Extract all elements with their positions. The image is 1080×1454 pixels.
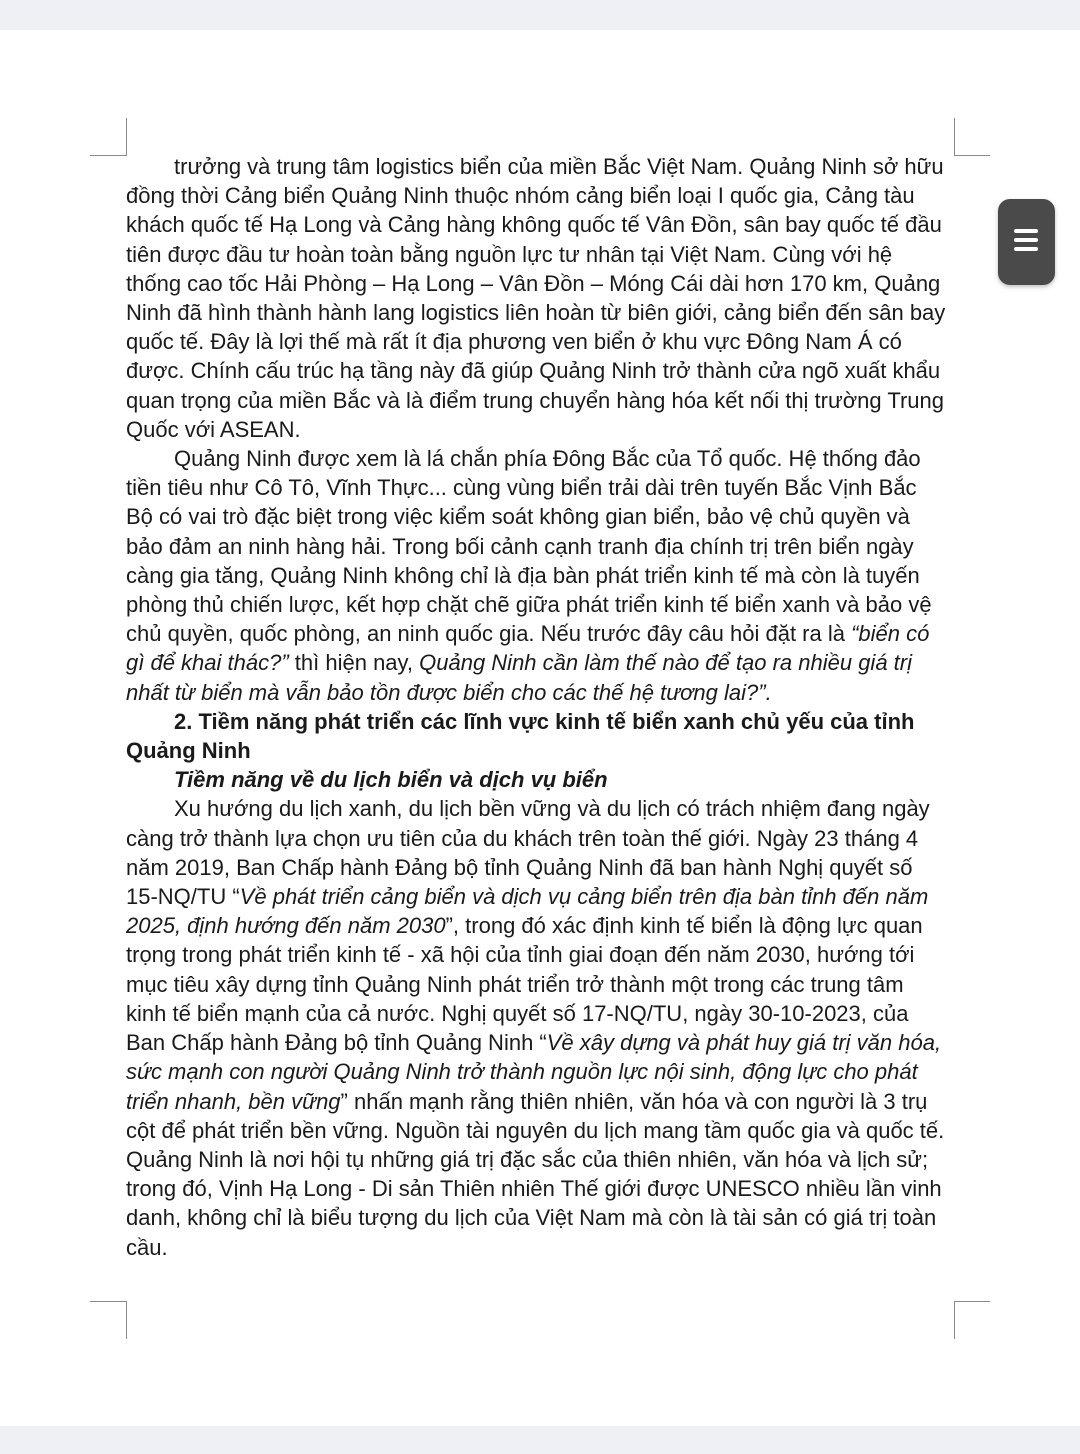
scroll-handle[interactable] <box>998 199 1055 285</box>
paragraph-logistics: trưởng và trung tâm logistics biển của miền Bắc Việt Nam. Quảng Ninh sở hữu đồng thời Cảng biển Quảng Ninh thuộc nhóm cảng biển loại I quốc gia, Cảng tàu khách quốc tế Hạ Long và Cảng hàng không quốc tế Vân Đồn, sân bay quốc tế đầu tiên được đầu tư hoàn toàn bằng nguồn lực tư nhân tại Việt Nam. Cùng với hệ thống cao tốc Hải Phòng – Hạ Long – Vân Đồn – Móng Cái dài hơn 170 km, Quảng Ninh đã hình thành hành lang logistics liên hoàn từ biên giới, cảng biển đến sân bay quốc tế. Đây là lợi thế mà rất ít địa phương ven biển ở khu vực Đông Nam Á có được. Chính cấu trúc hạ tầng này đã giúp Quảng Ninh trở thành cửa ngõ xuất khẩu quan trọng của miền Bắc và là điểm trung chuyển hàng hóa kết nối thị trường Trung Quốc với ASEAN. <box>126 154 946 442</box>
paragraph-tourism <box>126 794 948 1261</box>
tourism-text-a: Xu hướng du lịch xanh, du lịch bền vững và du lịch có trách nhiệm đang ngày càng trở thành lựa chọn ưu tiên của du khách trên toàn thế giới. Ngày 23 tháng 4 năm 2019, Ban Chấp hành Đảng bộ tỉnh Quảng Ninh đã ban hành Nghị quyết số 15-NQ/TU “ <box>126 796 930 910</box>
crop-mark-top-left <box>90 155 126 156</box>
paragraph-defense <box>126 444 948 707</box>
section-subheading: Tiềm năng về du lịch biển và dịch vụ biển <box>174 767 608 793</box>
section-heading: 2. Tiềm năng phát triển các lĩnh vực kinh tế biển xanh chủ yếu của tỉnh Quảng Ninh <box>126 708 915 764</box>
crop-mark-top-right <box>954 155 990 156</box>
crop-mark-bottom-right <box>954 1301 990 1302</box>
crop-mark-bottom-left-v <box>126 1301 127 1339</box>
crop-mark-bottom-left <box>90 1301 126 1302</box>
document-body[interactable] <box>126 152 948 1262</box>
crop-mark-top-right-v <box>954 118 955 156</box>
tourism-text-c: ”, trong đó xác định kinh tế biển là động lực quan trọng trong phát triển kinh tế - xã hội của tỉnh giai đoạn đến năm 2030, hướng tới mục tiêu xây dựng tỉnh Quảng Ninh phát triển trở thành một trong các trung tâm kinh tế biển mạnh của cả nước. Nghị quyết số 17-NQ/TU, ngày 30-10-2023, của Ban Chấp hành Đảng bộ tỉnh Quảng Ninh “ <box>126 913 923 1056</box>
paragraph-defense-mid: thì hiện nay, <box>288 650 420 676</box>
paragraph-defense-text: Quảng Ninh được xem là lá chắn phía Đông Bắc của Tổ quốc. Hệ thống đảo tiền tiêu như Cô Tô, Vĩnh Thực... cùng vùng biển trải dài trên tuyến Bắc Vịnh Bắc Bộ có vai trò đặc biệt trong việc kiểm soát không gian biển, bảo vệ chủ quyền và bảo đảm an ninh hàng hải. Trong bối cảnh cạnh tranh địa chính trị trên biển ngày càng gia tăng, Quảng Ninh không chỉ là địa bàn phát triển kinh tế mà còn là tuyến phòng thủ chiến lược, kết hợp chặt chẽ giữa phát triển kinh tế biển xanh và bảo vệ chủ quyền, quốc phòng, an ninh quốc gia. Nếu trước đây câu hỏi đặt ra là <box>126 446 932 647</box>
crop-mark-top-left-v <box>126 118 127 156</box>
quote-question: “biển có gì để khai thác?” <box>126 621 930 676</box>
tourism-text-e: ” nhấn mạnh rằng thiên nhiên, văn hóa và con người là 3 trụ cột để phát triển bền vững. Nguồn tài nguyên du lịch mang tầm quốc gia và quốc tế. Quảng Ninh là nơi hội tụ những giá trị đặc sắc của thiên nhiên, văn hóa và lịch sử; trong đó, Vịnh Hạ Long - Di sản Thiên nhiên Thế giới được UNESCO nhiều lần vinh danh, không chỉ là biểu tượng du lịch của Việt Nam mà còn là tài sản có giá trị toàn cầu. <box>126 1088 945 1260</box>
resolution-15-title: Về phát triển cảng biển và dịch vụ cảng biển trên địa bàn tỉnh đến năm 2025, định hướng đến năm 2030 <box>126 884 929 939</box>
quote-future: Quảng Ninh cần làm thế nào để tạo ra nhiều giá trị nhất từ biển mà vẫn bảo tồn được biển cho các thế hệ tương lai?”. <box>126 650 912 705</box>
resolution-17-title: Về xây dựng và phát huy giá trị văn hóa, sức mạnh con người Quảng Ninh trở thành nguồn lực nội sinh, động lực cho phát triển nhanh, bền vững <box>126 1030 942 1114</box>
crop-mark-bottom-right-v <box>954 1301 955 1339</box>
